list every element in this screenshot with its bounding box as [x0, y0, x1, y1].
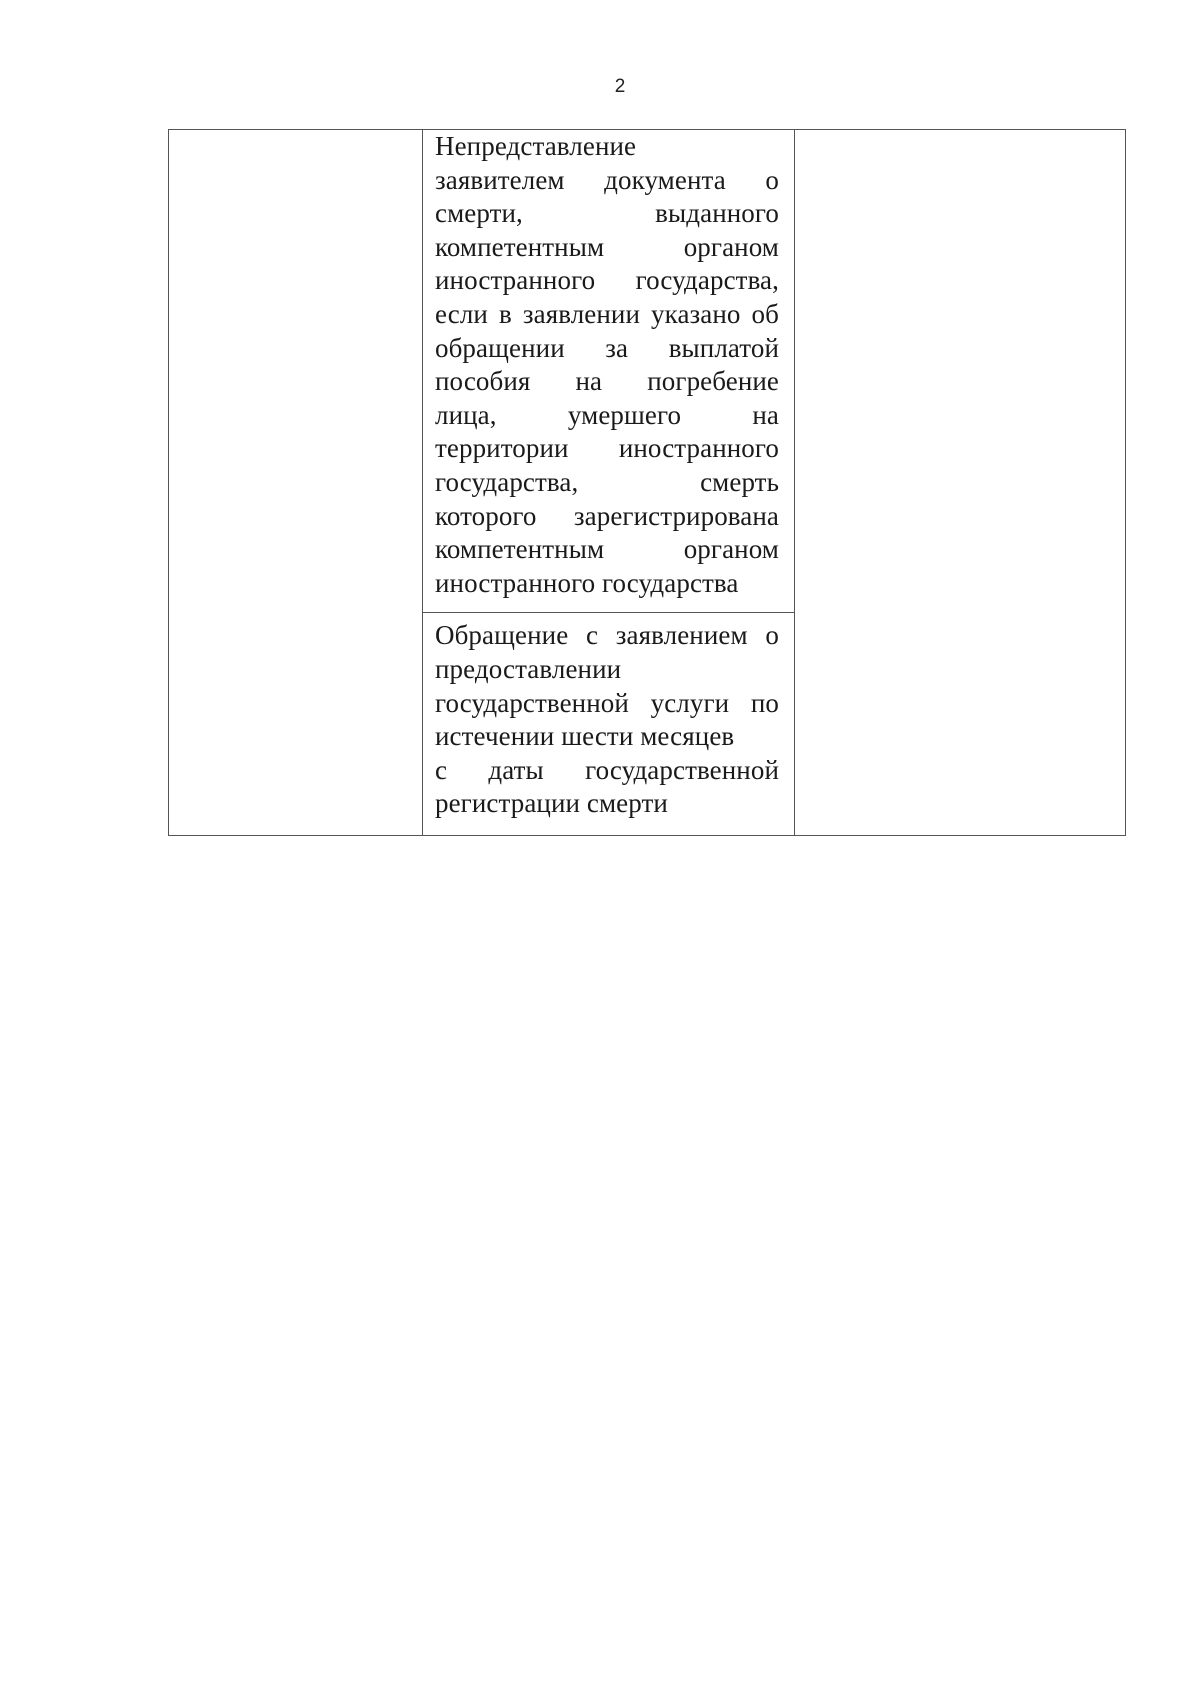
- cell-line: обращении за выплатой: [435, 332, 779, 363]
- cell-line: компетентным органом: [435, 231, 779, 262]
- cell-line: предоставлении: [435, 653, 622, 684]
- cell-paragraph: [423, 613, 794, 835]
- table-cell-right: [795, 130, 1126, 836]
- cell-line: пособия на погребение: [435, 366, 779, 397]
- cell-line: Обращение с заявлением о: [435, 620, 779, 651]
- cell-line: если в заявлении указано об: [435, 298, 779, 329]
- cell-paragraph: [423, 130, 794, 612]
- document-table: [168, 129, 1126, 836]
- table-cell-middle: [423, 130, 795, 613]
- cell-line: государственной услуги по: [435, 687, 779, 718]
- cell-line: государства, смерть: [435, 466, 779, 497]
- cell-line: истечении шести месяцев: [435, 721, 735, 752]
- cell-line: лица, умершего на: [435, 399, 779, 430]
- cell-line: иностранного государства: [435, 567, 739, 598]
- table-row: [169, 130, 1126, 613]
- cell-line: регистрации смерти: [435, 788, 668, 819]
- cell-line: с даты государственной: [435, 754, 779, 785]
- cell-line: территории иностранного: [435, 433, 779, 464]
- cell-line: компетентным органом: [435, 534, 779, 565]
- table-cell-middle: [423, 613, 795, 836]
- page-number: 2: [614, 76, 626, 97]
- cell-line: которого зарегистрирована: [435, 500, 779, 531]
- cell-line: Непредставление: [435, 131, 637, 161]
- cell-line: иностранного государства,: [435, 265, 779, 296]
- cell-line: заявителем документа о: [435, 164, 779, 195]
- cell-line: смерти, выданного: [435, 198, 779, 229]
- table-cell-left: [169, 130, 423, 836]
